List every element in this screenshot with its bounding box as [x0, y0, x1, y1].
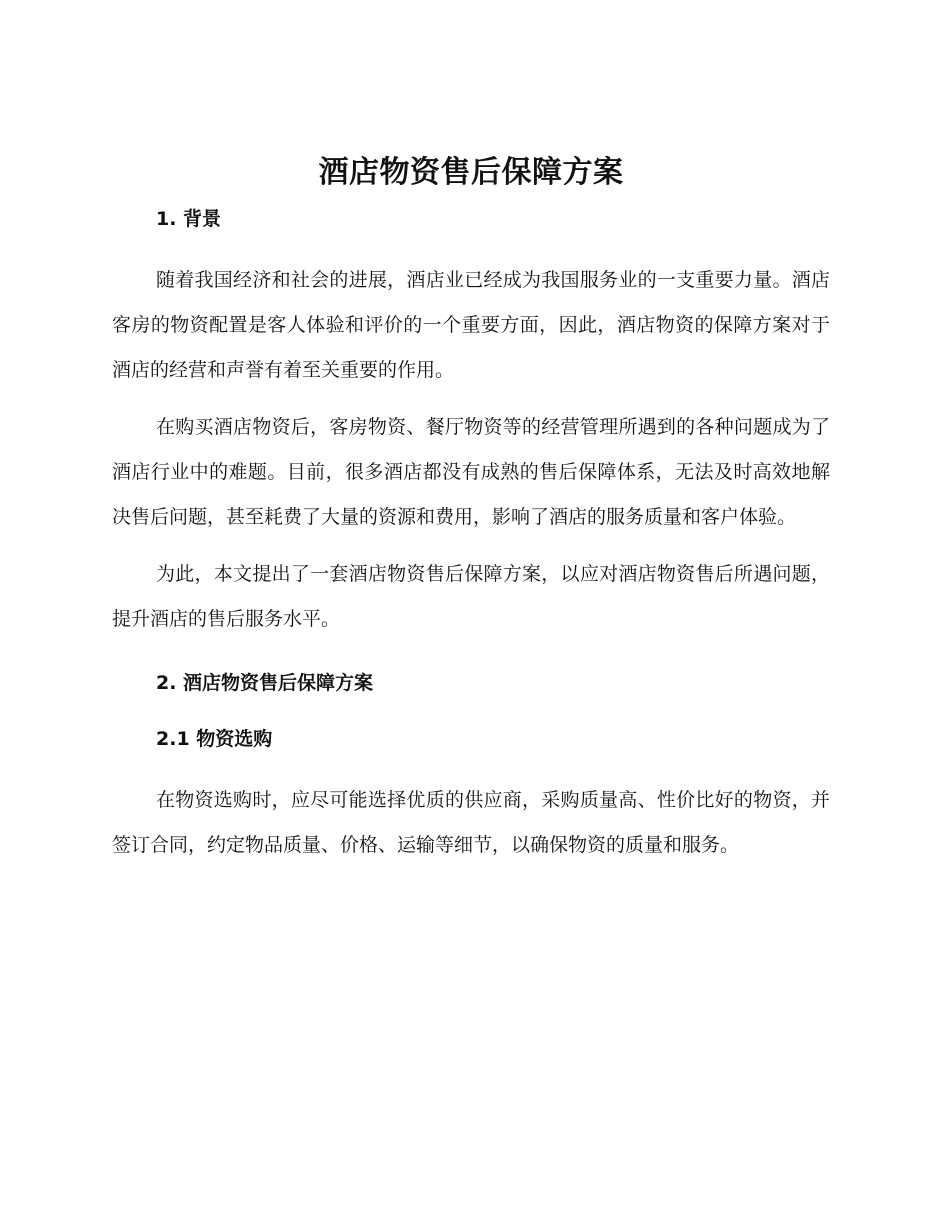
- section-heading-plan: 2. 酒店物资售后保障方案: [156, 672, 374, 694]
- paragraph: 在购买酒店物资后，客房物资、餐厅物资等的经营管理所遇到的各种问题成为了酒店行业中的难题。目前，很多酒店都没有成熟的售后保障体系，无法及时高效地解决售后问题，甚至耗费了大量的资源和费用，影响了酒店的服务质量和客户体验。: [112, 416, 830, 528]
- section-heading-background: 1. 背景: [156, 208, 222, 230]
- paragraph: 为此，本文提出了一套酒店物资售后保障方案，以应对酒店物资售后所遇问题，提升酒店的售后服务水平。: [112, 563, 830, 630]
- document-body: [112, 150, 830, 868]
- subsection-heading-procurement: 2.1 物资选购: [156, 728, 273, 750]
- document-title: 酒店物资售后保障方案: [318, 155, 624, 190]
- paragraph: 在物资选购时，应尽可能选择优质的供应商，采购质量高、性价比好的物资，并签订合同，约定物品质量、价格、运输等细节，以确保物资的质量和服务。: [112, 789, 830, 856]
- paragraph: 随着我国经济和社会的进展，酒店业已经成为我国服务业的一支重要力量。酒店客房的物资配置是客人体验和评价的一个重要方面，因此，酒店物资的保障方案对于酒店的经营和声誉有着至关重要的作用。: [112, 269, 830, 381]
